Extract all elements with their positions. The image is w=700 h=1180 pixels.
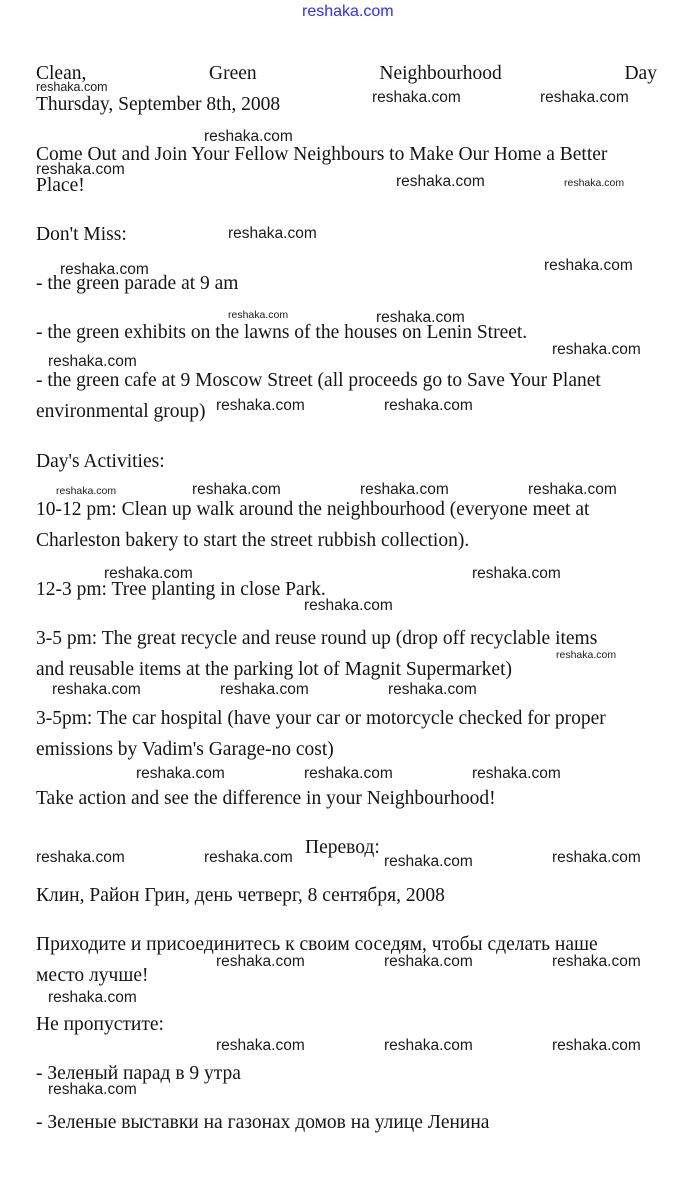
watermark: reshaka.com: [216, 953, 305, 970]
activity-car-hospital-line-2: emissions by Vadim's Garage-no cost): [36, 739, 334, 760]
translation-dont-miss: Не пропустите:: [36, 1014, 164, 1035]
invite-line-2: Place!: [36, 175, 85, 196]
watermark: reshaka.com: [540, 89, 629, 106]
dont-miss-heading: Don't Miss:: [36, 224, 127, 245]
watermark: reshaka.com: [228, 225, 317, 242]
watermark: reshaka.com: [36, 161, 125, 178]
watermark: reshaka.com: [304, 765, 393, 782]
watermark: reshaka.com: [372, 89, 461, 106]
translation-invite-line-2: место лучше!: [36, 965, 149, 986]
watermark: reshaka.com: [48, 353, 137, 370]
watermark: reshaka.com: [228, 309, 289, 321]
watermark: reshaka.com: [36, 849, 125, 866]
activity-cleanup-line-1: 10-12 pm: Clean up walk around the neighbourhood (everyone meet at: [36, 499, 590, 520]
site-header-watermark: reshaka.com: [302, 3, 394, 20]
watermark: reshaka.com: [192, 481, 281, 498]
item-parade: - the green parade at 9 am: [36, 273, 239, 294]
translation-item-exhibits: - Зеленые выставки на газонах домов на улице Ленина: [36, 1112, 490, 1133]
watermark: reshaka.com: [376, 309, 465, 326]
watermark: reshaka.com: [384, 1037, 473, 1054]
date-line: Thursday, September 8th, 2008: [36, 94, 281, 115]
title-word: Green: [209, 63, 257, 84]
watermark: reshaka.com: [48, 1081, 137, 1098]
watermark: reshaka.com: [56, 485, 117, 497]
watermark: reshaka.com: [556, 649, 617, 661]
title-word: Clean,: [36, 63, 87, 84]
activity-recycle-line-1: 3-5 pm: The great recycle and reuse round up (drop off recyclable items: [36, 628, 598, 649]
watermark: reshaka.com: [396, 173, 485, 190]
activity-car-hospital-line-1: 3-5pm: The car hospital (have your car or motorcycle checked for proper: [36, 708, 606, 729]
watermark: reshaka.com: [304, 597, 393, 614]
watermark: reshaka.com: [60, 261, 149, 278]
activity-recycle-line-2: and reusable items at the parking lot of Magnit Supermarket): [36, 659, 512, 680]
watermark: reshaka.com: [136, 765, 225, 782]
watermark: reshaka.com: [472, 565, 561, 582]
translation-invite-line-1: Приходите и присоединитесь к своим соседям, чтобы сделать наше: [36, 934, 598, 955]
watermark: reshaka.com: [104, 565, 193, 582]
watermark: reshaka.com: [36, 80, 108, 94]
title-word: Neighbourhood: [379, 63, 502, 84]
watermark: reshaka.com: [564, 177, 625, 189]
watermark: reshaka.com: [204, 849, 293, 866]
translation-item-parade: - Зеленый парад в 9 утра: [36, 1063, 241, 1084]
translation-heading: Перевод:: [305, 837, 380, 858]
item-exhibits: - the green exhibits on the lawns of the houses on Lenin Street.: [36, 322, 528, 343]
activity-cleanup-line-2: Charleston bakery to start the street rubbish collection).: [36, 530, 470, 551]
activity-tree-planting: 12-3 pm: Tree planting in close Park.: [36, 579, 326, 600]
watermark: reshaka.com: [360, 481, 449, 498]
title-line: [36, 63, 657, 85]
title-word: Day: [624, 63, 657, 84]
watermark: reshaka.com: [552, 1037, 641, 1054]
watermark: reshaka.com: [52, 681, 141, 698]
watermark: reshaka.com: [384, 853, 473, 870]
watermark: reshaka.com: [388, 681, 477, 698]
watermark: reshaka.com: [528, 481, 617, 498]
activities-heading: Day's Activities:: [36, 451, 165, 472]
invite-line-1: Come Out and Join Your Fellow Neighbours to Make Our Home a Better: [36, 144, 608, 165]
watermark: reshaka.com: [216, 1037, 305, 1054]
watermark: reshaka.com: [220, 681, 309, 698]
watermark: reshaka.com: [552, 953, 641, 970]
watermark: reshaka.com: [384, 397, 473, 414]
watermark: reshaka.com: [544, 257, 633, 274]
translation-title: Клин, Район Грин, день четверг, 8 сентября, 2008: [36, 885, 445, 906]
watermark: reshaka.com: [552, 341, 641, 358]
watermark: reshaka.com: [384, 953, 473, 970]
watermark: reshaka.com: [204, 128, 293, 145]
closing-line: Take action and see the difference in your Neighbourhood!: [36, 788, 496, 809]
watermark: reshaka.com: [216, 397, 305, 414]
watermark: reshaka.com: [472, 765, 561, 782]
watermark: reshaka.com: [552, 849, 641, 866]
item-cafe-line-2: environmental group): [36, 401, 206, 422]
watermark: reshaka.com: [48, 989, 137, 1006]
item-cafe-line-1: - the green cafe at 9 Moscow Street (all proceeds go to Save Your Planet: [36, 370, 601, 391]
